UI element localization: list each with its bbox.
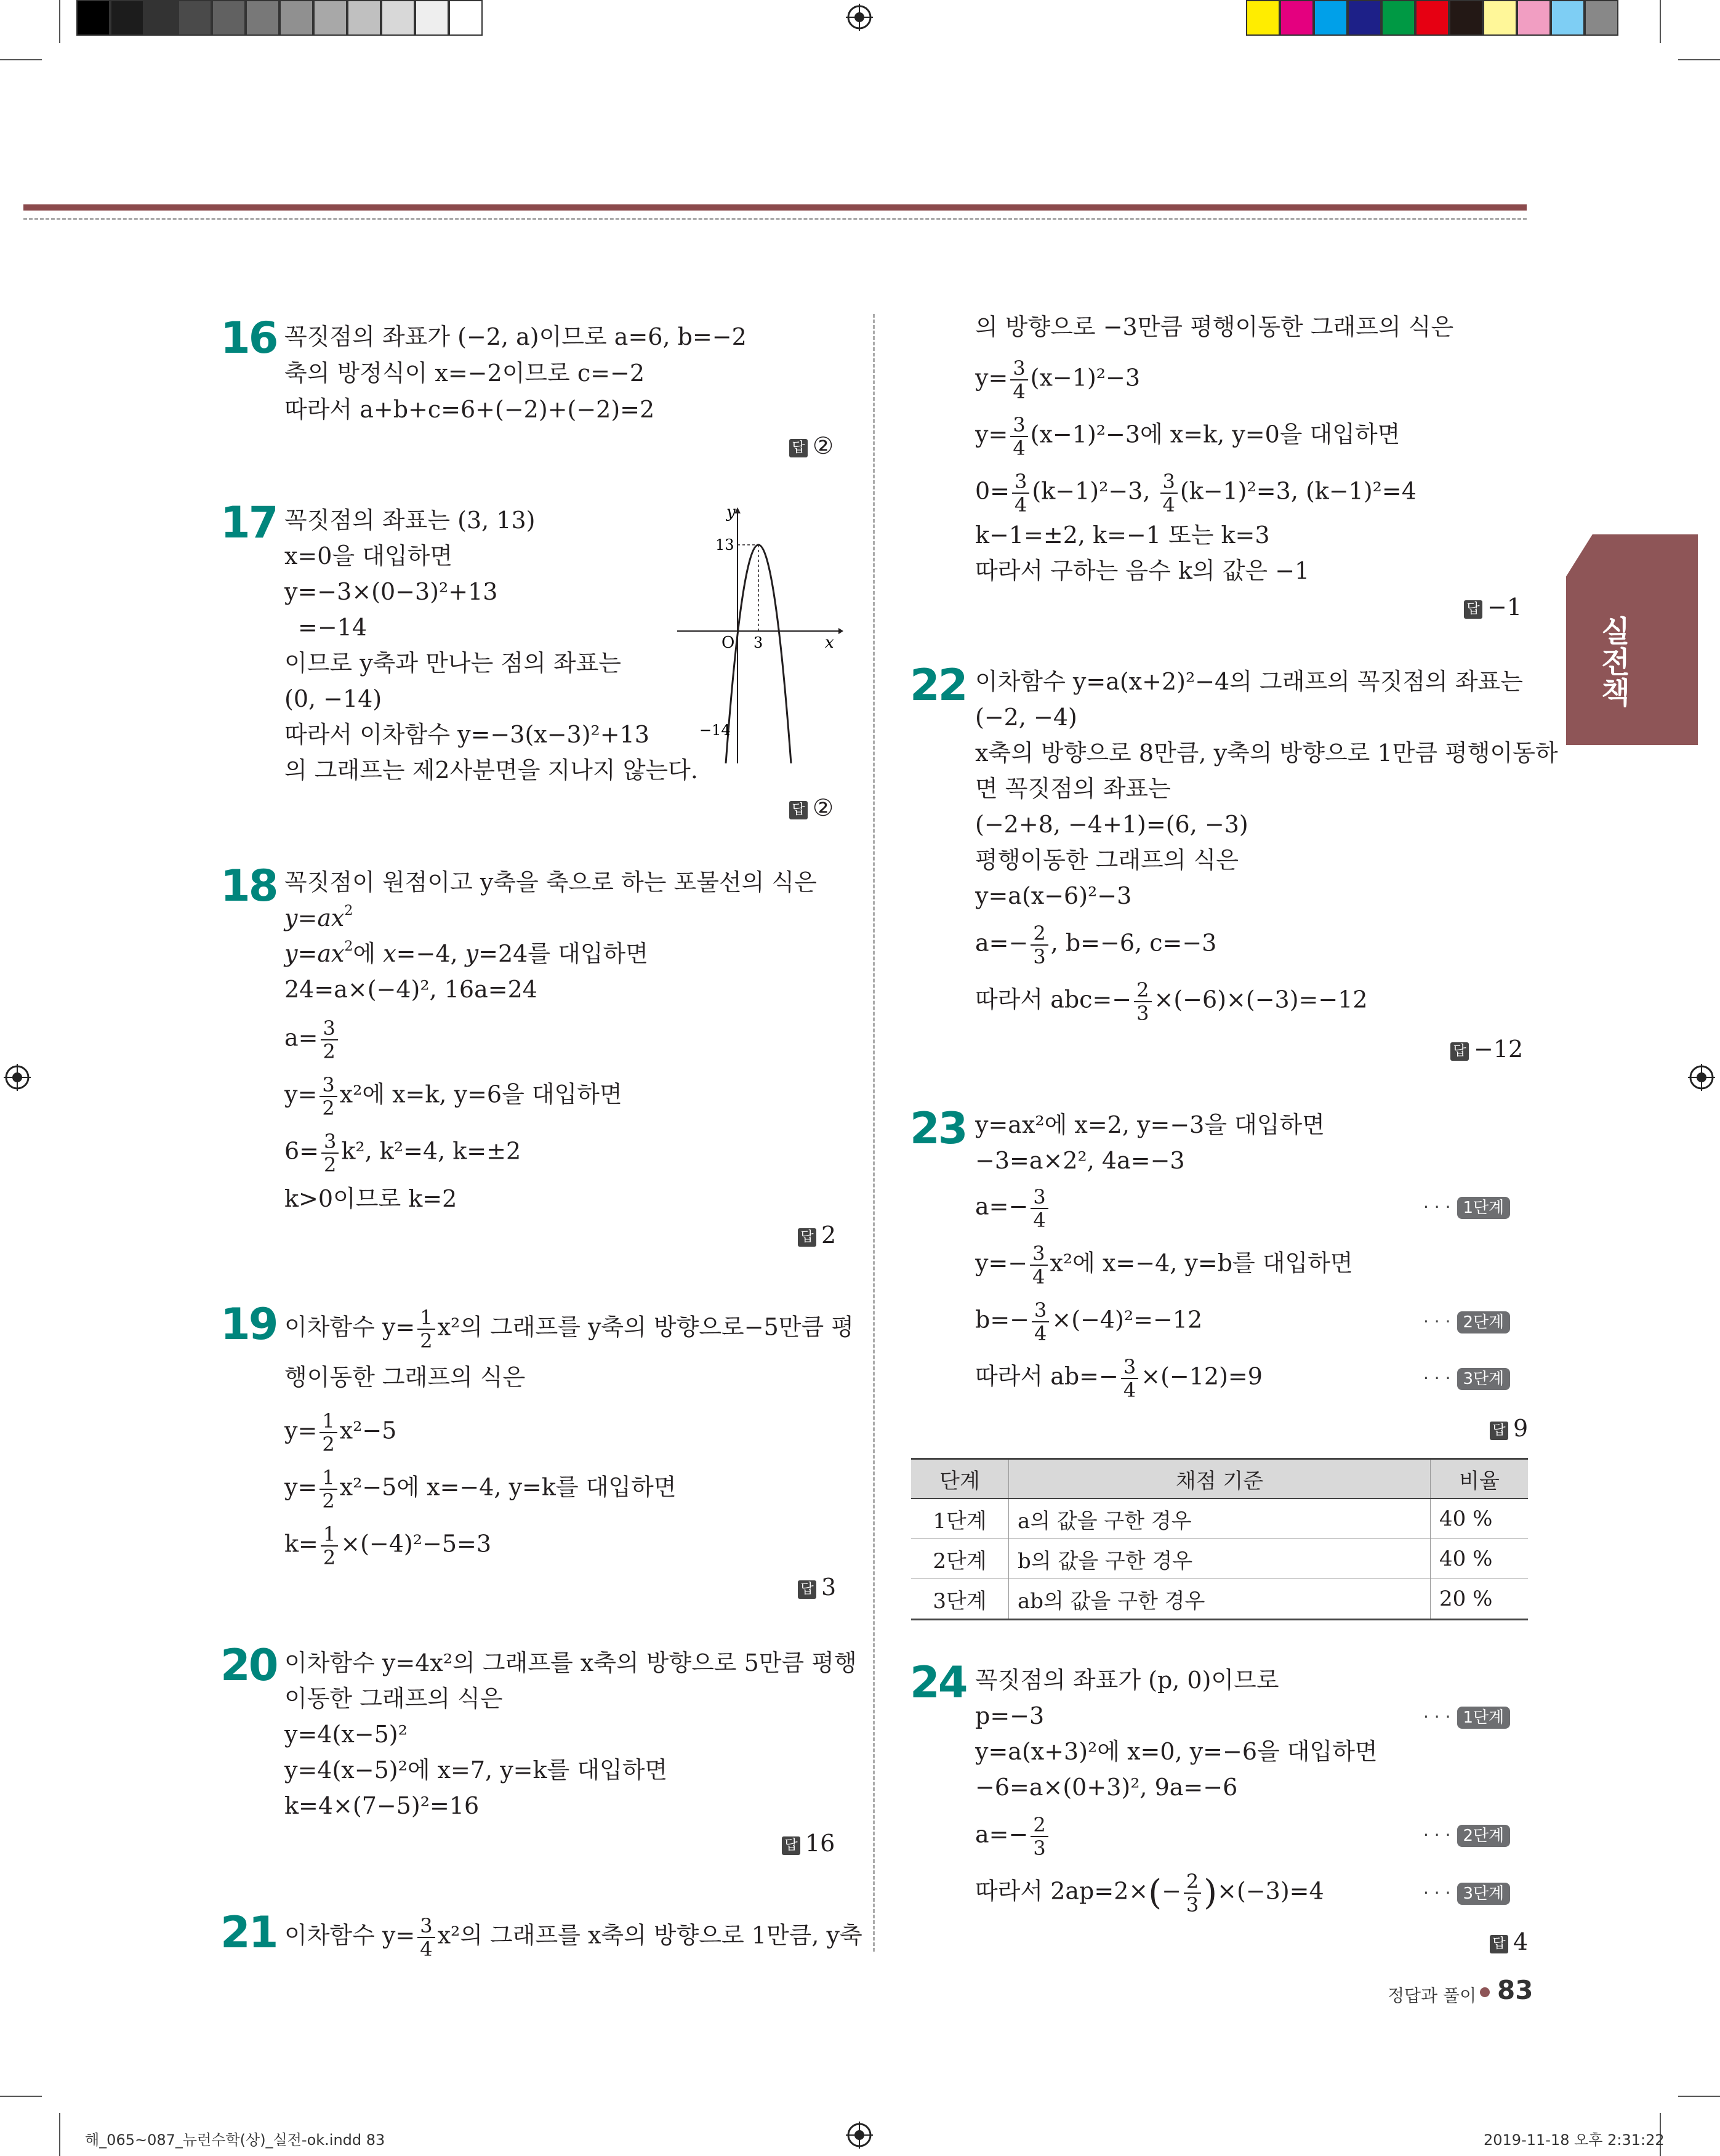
solution-line: −3=a×2², 4a=−3 [975, 1147, 1185, 1174]
registration-mark-icon [4, 1064, 31, 1091]
solution-line: y= $\frac{3}{4}$ (x−1)²−3 [975, 356, 1141, 403]
solution-line: 0= $\frac{3}{4}$ (k−1)²−3, $\frac{3}{4}$ (k−1)²=3, (k−1)²=4 [975, 470, 1417, 517]
question-number: 17 [220, 497, 277, 548]
solution-line: p=−3 [975, 1702, 1045, 1729]
registration-mark-icon [846, 4, 873, 31]
answer: 답 ② [789, 432, 834, 459]
question-number: 24 [910, 1657, 966, 1708]
solution-line: 꼭짓점의 좌표는 (3, 13) [284, 507, 536, 534]
solution-line: 행이동한 그래프의 식은 [284, 1364, 526, 1391]
question-number: 23 [910, 1103, 966, 1154]
answer: 답 −1 [1464, 593, 1522, 621]
registration-mark-icon [1688, 1064, 1715, 1091]
question-number: 16 [220, 313, 277, 363]
answer: 답 2 [798, 1221, 836, 1249]
solution-line: 축의 방정식이 x=−2이므로 c=−2 [284, 360, 645, 387]
solution-line: k>0이므로 k=2 [284, 1185, 457, 1212]
axis-label-x: x [825, 634, 834, 652]
solution-line: 따라서 구하는 음수 k의 값은 −1 [975, 557, 1310, 584]
table-header-row: 단계 채점 기준 비율 [911, 1459, 1528, 1499]
bullet-icon [1480, 1987, 1490, 1997]
solution-line: 이차함수 y= $\frac{1}{2}$ x²의 그래프를 y축의 방향으로−5만큼 평 [284, 1306, 854, 1353]
solution-line: 평행이동한 그래프의 식은 [975, 847, 1239, 874]
solution-line: y=a(x+3)²에 x=0, y=−6을 대입하면 [975, 1738, 1378, 1765]
file-name: 해_065~087_뉴런수학(상)_실전-ok.indd 83 [85, 2131, 385, 2149]
grading-table [911, 1458, 1528, 1620]
axis-label-y: y [726, 505, 736, 521]
answer: 답 3 [798, 1574, 836, 1601]
solution-line: a= $\frac{3}{2}$ [284, 1017, 340, 1063]
solution-line: x축의 방향으로 8만큼, y축의 방향으로 1만큼 평행이동하 [975, 739, 1558, 766]
solution-line: 따라서 ab=− $\frac{3}{4}$ ×(−12)=9 [975, 1355, 1263, 1402]
page-number: 83 [1497, 1975, 1533, 2005]
step-marker: · · · 3단계 [1423, 1368, 1510, 1390]
table-row: 2단계 b의 값을 구한 경우 40 % [911, 1539, 1528, 1579]
solution-line: $y=ax^2$ [284, 903, 353, 931]
solution-line: 따라서 a+b+c=6+(−2)+(−2)=2 [284, 396, 655, 423]
solution-line: 의 그래프는 제2사분면을 지나지 않는다. [284, 757, 698, 784]
solution-line: a=− $\frac{3}{4}$ [975, 1186, 1051, 1231]
solution-line: y= $\frac{3}{2}$ x²에 x=k, y=6을 대입하면 [284, 1073, 622, 1120]
solution-line: 꼭짓점의 좌표가 (−2, a)이므로 a=6, b=−2 [284, 323, 747, 350]
side-tab-label: 실전책 [1596, 616, 1630, 708]
answer: 답 16 [782, 1830, 835, 1857]
origin-label: O [721, 634, 735, 652]
registration-mark-icon [846, 2122, 873, 2149]
solution-line: 따라서 이차함수 y=−3(x−3)²+13 [284, 721, 649, 748]
solution-line: $y=ax^2$에 x=−4, y=24를 대입하면 [284, 939, 648, 967]
footer-section-label: 정답과 풀이 [1388, 1985, 1477, 2006]
answer: 답 9 [1490, 1415, 1528, 1442]
solution-line: y=−3×(0−3)²+13 [284, 578, 498, 605]
solution-line: 이차함수 y=4x²의 그래프를 x축의 방향으로 5만큼 평행 [284, 1649, 857, 1676]
table-row: 3단계 ab의 값을 구한 경우 20 % [911, 1579, 1528, 1620]
solution-line: (−2, −4) [975, 704, 1077, 731]
step-marker: · · · 2단계 [1423, 1825, 1510, 1847]
tick-label: −14 [699, 722, 731, 739]
answer: 답 4 [1490, 1928, 1528, 1955]
tick-label: 3 [754, 634, 763, 651]
question-number: 22 [910, 660, 966, 710]
solution-line: 의 방향으로 −3만큼 평행이동한 그래프의 식은 [975, 313, 1454, 340]
solution-line: y= $\frac{1}{2}$ x²−5에 x=−4, y=k를 대입하면 [284, 1466, 677, 1513]
solution-line: k=4×(7−5)²=16 [284, 1792, 480, 1819]
solution-line: 면 꼭짓점의 좌표는 [975, 775, 1171, 802]
column-divider [873, 314, 875, 1952]
question-number: 19 [220, 1299, 277, 1350]
answer: 답 −12 [1450, 1036, 1523, 1063]
table-row: 1단계 a의 값을 구한 경우 40 % [911, 1498, 1528, 1539]
step-marker: · · · 3단계 [1423, 1883, 1510, 1905]
question-number: 21 [220, 1907, 277, 1958]
solution-line: 이차함수 y= $\frac{3}{4}$ x²의 그래프를 x축의 방향으로 1만큼, y축 [284, 1914, 862, 1961]
solution-line: 이차함수 y=a(x+2)²−4의 그래프의 꼭짓점의 좌표는 [975, 668, 1523, 695]
solution-line: a=− $\frac{2}{3}$ [975, 1814, 1051, 1859]
solution-line: y=− $\frac{3}{4}$ x²에 x=−4, y=b를 대입하면 [975, 1242, 1353, 1289]
step-marker: · · · 1단계 [1423, 1707, 1510, 1729]
solution-line: −6=a×(0+3)², 9a=−6 [975, 1774, 1238, 1801]
solution-line: x=0을 대입하면 [284, 542, 453, 569]
solution-line: 24=a×(−4)², 16a=24 [284, 976, 537, 1003]
solution-line: y=4(x−5)² [284, 1721, 408, 1748]
solution-line: (0, −14) [284, 685, 382, 712]
solution-line: =−14 [298, 614, 368, 641]
solution-line: y= $\frac{3}{4}$ (x−1)²−3에 x=k, y=0을 대입하면 [975, 413, 1401, 460]
answer: 답 ② [789, 794, 834, 821]
tick-label: 13 [715, 536, 734, 553]
solution-line: 꼭짓점이 원점이고 y축을 축으로 하는 포물선의 식은 [284, 869, 817, 896]
solution-line: y=ax²에 x=2, y=−3을 대입하면 [975, 1111, 1325, 1138]
header-dashed-rule [23, 218, 1527, 220]
question-number: 20 [220, 1640, 277, 1691]
solution-line: y= $\frac{1}{2}$ x²−5 [284, 1409, 397, 1456]
solution-line: y=a(x−6)²−3 [975, 882, 1132, 909]
question-number: 18 [220, 861, 277, 911]
solution-line: 이동한 그래프의 식은 [284, 1685, 503, 1712]
step-marker: · · · 2단계 [1423, 1311, 1510, 1333]
header-rule [23, 204, 1527, 211]
solution-line: 꼭짓점의 좌표가 (p, 0)이므로 [975, 1667, 1279, 1694]
print-date: 2019-11-18 오후 2:31:22 [1484, 2131, 1665, 2149]
solution-line: (−2+8, −4+1)=(6, −3) [975, 811, 1248, 838]
solution-line: k= $\frac{1}{2}$ ×(−4)²−5=3 [284, 1522, 492, 1569]
parabola-graph [677, 505, 843, 763]
solution-line: 이므로 y축과 만나는 점의 좌표는 [284, 650, 621, 677]
solution-line: 따라서 2ap=2×(− $\frac{2}{3}$ )×(−3)=4 [975, 1870, 1324, 1917]
solution-line: k−1=±2, k=−1 또는 k=3 [975, 521, 1270, 549]
step-marker: · · · 1단계 [1423, 1197, 1510, 1219]
solution-line: 6= $\frac{3}{2}$ k², k²=4, k=±2 [284, 1130, 521, 1177]
solution-line: 따라서 abc=− $\frac{2}{3}$ ×(−6)×(−3)=−12 [975, 978, 1368, 1025]
solution-line: b=− $\frac{3}{4}$ ×(−4)²=−12 [975, 1298, 1203, 1345]
solution-line: y=4(x−5)²에 x=7, y=k를 대입하면 [284, 1756, 668, 1784]
solution-line: a=− $\frac{2}{3}$ , b=−6, c=−3 [975, 922, 1217, 968]
